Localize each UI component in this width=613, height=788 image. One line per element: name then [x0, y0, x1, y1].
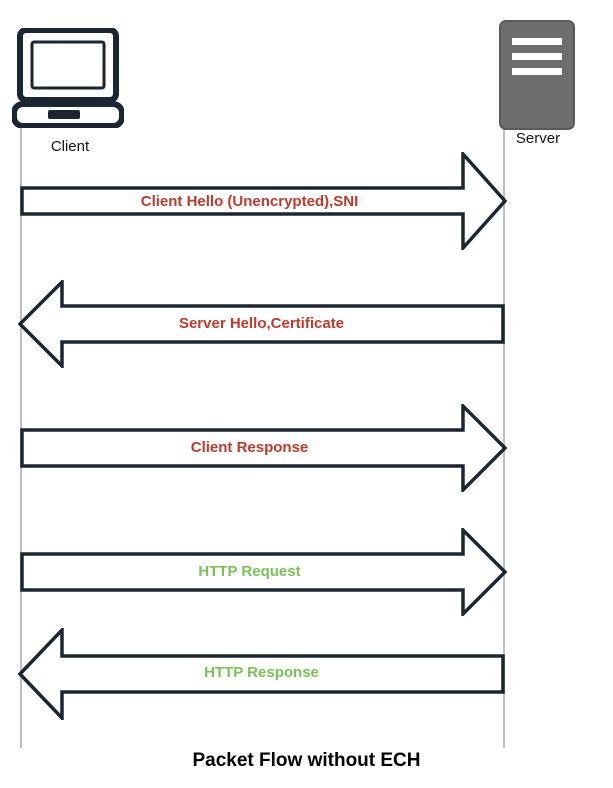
message-arrow-3: [20, 404, 507, 492]
message-arrow-5: [18, 628, 505, 720]
message-arrow-1: [20, 152, 507, 250]
message-arrow-4: [20, 528, 507, 616]
server-icon: [499, 20, 575, 130]
message-label-3: Client Response: [190, 439, 309, 456]
message-label-2: Server Hello,Certificate: [178, 315, 345, 332]
diagram-caption: Packet Flow without ECH: [192, 750, 421, 771]
message-label-5: HTTP Response: [204, 664, 319, 681]
client-label: Client: [50, 138, 90, 155]
server-label: Server: [515, 130, 561, 147]
message-label-4: HTTP Request: [198, 563, 301, 580]
computer-icon: [12, 28, 124, 128]
message-arrow-2: [18, 280, 505, 368]
message-label-1: Client Hello (Unencrypted),SNI: [140, 193, 359, 210]
